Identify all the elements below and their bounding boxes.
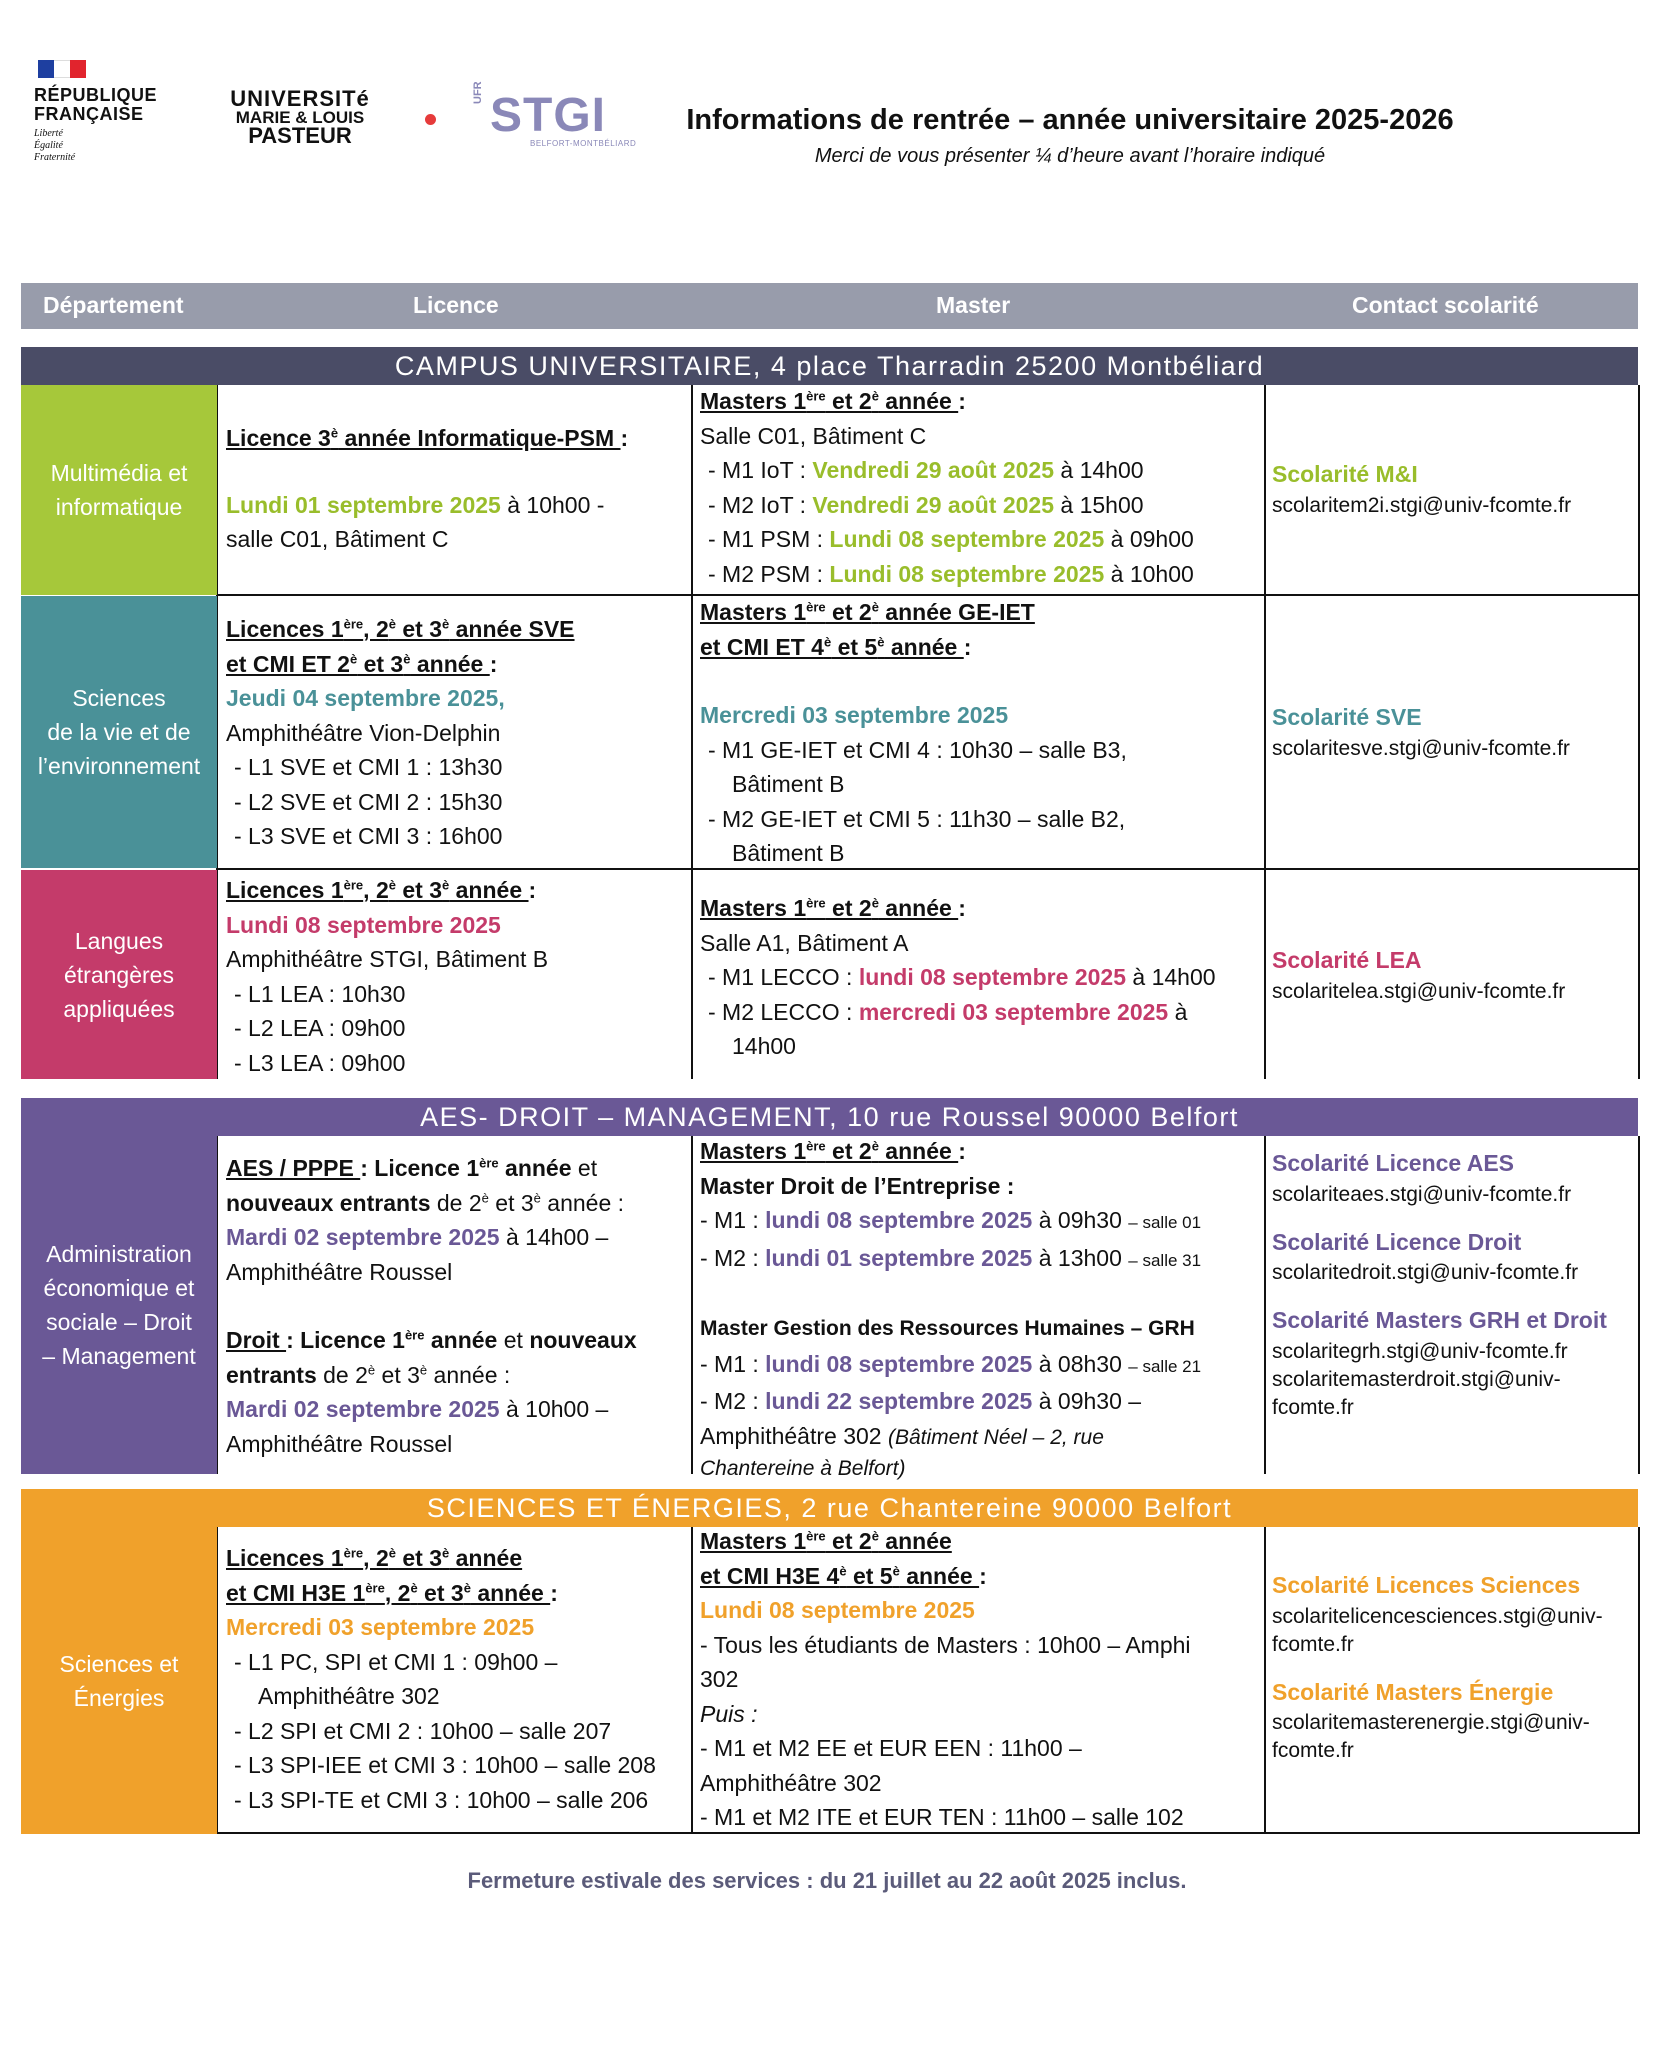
page-subtitle: Merci de vous présenter ¼ d’heure avant l’horaire indiqué (814, 145, 1326, 167)
dept-label: économique et (43, 1275, 195, 1301)
master-row: - M2 : lundi 22 septembre 2025 à 09h30 – (700, 1388, 1142, 1414)
contact-name: Scolarité Masters GRH et Droit (1272, 1307, 1607, 1333)
master-row: Bâtiment B (732, 771, 845, 797)
campus-band-montbeliard: CAMPUS UNIVERSITAIRE, 4 place Tharradin 25200 Montbéliard (21, 347, 1638, 385)
grid-line (1638, 1527, 1640, 1834)
master-title: Masters 1ère et $2^è$ année (700, 1528, 952, 1554)
grid-line (1638, 1136, 1640, 1474)
contact-email[interactable]: scolaritelea.stgi@univ-fcomte.fr (1272, 979, 1566, 1003)
licence-date: Jeudi 04 septembre 2025, (226, 685, 505, 711)
licence-title: Licences 1ère, $2^è$ et $3^è$ année (226, 1545, 523, 1571)
master-title: Masters 1ère et $2^è$ année : (700, 895, 966, 921)
licence-cell-sve (226, 612, 686, 854)
master-title: Masters 1ère et $2^è$ année : (700, 388, 966, 414)
master-room: Salle A1, Bâtiment A (700, 929, 909, 956)
master-row: - M2 GE-IET et CMI 5 : 11h30 – salle B2, (708, 805, 1126, 832)
grid-line (1638, 385, 1640, 1079)
dept-label: Administration (46, 1241, 192, 1267)
licence-room: salle C01, Bâtiment C (226, 526, 449, 552)
grid-line (691, 1527, 693, 1834)
master-cell-se (700, 1524, 1260, 1835)
master-row: - M2 LECCO : mercredi 03 septembre 2025 à (708, 998, 1188, 1025)
licence-row: - L3 SPI-TE et CMI 3 : 10h00 – salle 206 (234, 1786, 649, 1813)
master-row: - M1 IoT : Vendredi 29 août 2025 à 14h00 (708, 457, 1144, 483)
column-header-departement: Département (43, 292, 184, 318)
dept-sciences-energies (21, 1527, 217, 1834)
licence-row: Amphithéâtre 302 (258, 1683, 440, 1709)
licence-title: Droit : Licence 1ère année et nouveaux (226, 1327, 637, 1353)
master-row: 302 (700, 1666, 739, 1692)
licence-date: Mercredi 03 septembre 2025 (226, 1614, 535, 1640)
contact-name: Scolarité Licence AES (1272, 1150, 1515, 1176)
stgi-label: STGI (490, 89, 607, 142)
dept-label: sociale – Droit (46, 1309, 192, 1335)
master-title: Masters 1ère et $2^è$ année : (700, 1138, 966, 1164)
dept-label: étrangères (64, 961, 174, 988)
master-program: Master Droit de l’Entreprise : (700, 1172, 1015, 1199)
licence-row: - L3 LEA : 09h00 (234, 1049, 406, 1076)
licence-title: Licences 1ère, $2^è$ et $3^è$ année SVE (226, 616, 575, 642)
grid-line (1264, 385, 1266, 1079)
licence-row: - L2 SPI et CMI 2 : 10h00 – salle 207 (234, 1717, 612, 1744)
rf-motto-2: Égalité (34, 140, 63, 151)
licence-title: AES / PPPE : Licence 1ère année et (226, 1155, 598, 1181)
master-date: Lundi 08 septembre 2025 (700, 1597, 975, 1623)
master-title: et CMI ET $4^è$ et $5^è$ année : (700, 633, 972, 660)
master-row: Chantereine à Belfort) (700, 1457, 906, 1480)
licence-row: - L3 SVE et CMI 3 : 16h00 (234, 823, 503, 849)
column-header-bar (21, 283, 1638, 329)
contact-email[interactable]: scolaritem2i.stgi@univ-fcomte.fr (1272, 493, 1572, 517)
dept-label: Sciences et (59, 1650, 179, 1677)
contact-email[interactable]: scolaritemasterenergie.stgi@univ- fcomte.fr (1272, 1711, 1590, 1762)
licence-cell-se (226, 1541, 686, 1817)
licence-row: - L2 LEA : 09h00 (234, 1015, 406, 1041)
master-row: - M1 PSM : Lundi 08 septembre 2025 à 09h00 (708, 526, 1194, 552)
grid-line (1264, 1136, 1266, 1474)
licence-room: Amphithéâtre Vion-Delphin (226, 719, 501, 746)
licence-cell-aes (226, 1151, 686, 1461)
dept-label: Langues (74, 927, 164, 954)
master-cell-lea (700, 891, 1260, 1064)
stgi-sub-label: BELFORT-MONTBÉLIARD (530, 139, 637, 148)
republique-francaise-logo (34, 60, 164, 164)
contact-name: Scolarité LEA (1272, 947, 1422, 973)
umlp-line-2: MARIE & LOUIS (235, 108, 365, 127)
licence-title: et CMI H3E 1ère, $2^è$ et $3^è$ année : (226, 1579, 558, 1606)
master-row: - M1 : lundi 08 septembre 2025 à 09h30 – salle 01 (700, 1207, 1202, 1233)
master-row: Puis : (700, 1700, 758, 1727)
contact-email[interactable]: scolaritelicencesciences.stgi@univ- fcomte.fr (1272, 1604, 1603, 1656)
rf-name-line-2: FRANÇAISE (34, 104, 144, 124)
footer-note: Fermeture estivale des services : du 21 juillet au 22 août 2025 inclus. (467, 1868, 1187, 1893)
contact-name: Scolarité SVE (1272, 704, 1422, 730)
dept-label: informatique (55, 494, 183, 520)
contact-name: Scolarité Masters Énergie (1272, 1678, 1554, 1705)
licence-cell-lea (226, 873, 686, 1080)
campus-band-roussel: AES- DROIT – MANAGEMENT, 10 rue Roussel 90000 Belfort (21, 1098, 1638, 1136)
contact-name: Scolarité M&I (1272, 461, 1418, 487)
licence-title: Licence $3^è$ année Informatique-PSM : (226, 425, 629, 451)
licence-date-line: Mardi 02 septembre 2025 à 14h00 – (226, 1224, 609, 1250)
licence-date-line: Mardi 02 septembre 2025 à 10h00 – (226, 1396, 609, 1422)
licence-row: - L2 SVE et CMI 2 : 15h30 (234, 788, 503, 815)
licence-date: Lundi 08 septembre 2025 (226, 911, 501, 938)
contact-cell-mi (1272, 457, 1636, 520)
licence-title: et CMI ET $2^è$ et $3^è$ année : (226, 650, 498, 677)
universite-logo (212, 88, 388, 147)
rf-name-line-1: RÉPUBLIQUE (34, 85, 158, 105)
master-title: et CMI H3E $4^è$ et $5^è$ année : (700, 1562, 987, 1589)
dept-multimedia-informatique (21, 385, 217, 595)
column-header-licence: Licence (413, 292, 499, 318)
contact-email[interactable]: scolaritesve.stgi@univ-fcomte.fr (1272, 736, 1570, 760)
licence-cell-mi (226, 421, 686, 557)
licence-room: Amphithéâtre Roussel (226, 1258, 453, 1285)
contact-name: Scolarité Licence Droit (1272, 1228, 1522, 1255)
master-title: Masters 1ère et $2^è$ année GE-IET (700, 599, 1035, 625)
contact-email[interactable]: scolaritemasterdroit.stgi@univ- fcomte.fr (1272, 1367, 1561, 1419)
contact-name: Scolarité Licences Sciences (1272, 1572, 1581, 1598)
licence-title: entrants de $2^è$ et $3^è$ année : (226, 1361, 511, 1388)
rf-motto-3: Fraternité (34, 152, 76, 163)
umlp-line-3: PASTEUR (248, 123, 352, 148)
dept-langues-etrangeres (21, 870, 217, 1079)
dept-label: – Management (42, 1343, 196, 1369)
contact-email[interactable]: scolaritedroit.stgi@univ-fcomte.fr (1272, 1261, 1579, 1284)
master-room: Salle C01, Bâtiment C (700, 422, 927, 449)
contact-cell-lea (1272, 943, 1636, 1006)
master-row: - M2 IoT : Vendredi 29 août 2025 à 15h00 (708, 491, 1144, 518)
dept-label: Sciences (72, 685, 166, 711)
master-row: - M1 GE-IET et CMI 4 : 10h30 – salle B3, (708, 736, 1127, 763)
master-row: Amphithéâtre 302 (Bâtiment Néel – 2, rue (700, 1422, 1104, 1449)
master-program: Master Gestion des Ressources Humaines – GRH (700, 1317, 1195, 1340)
master-cell-aes (700, 1134, 1260, 1483)
master-row: - Tous les étudiants de Masters : 10h00 – Amphi (700, 1631, 1191, 1658)
master-row: - M2 PSM : Lundi 08 septembre 2025 à 10h00 (708, 560, 1194, 587)
master-row: - M1 et M2 EE et EUR EEN : 11h00 – (700, 1735, 1082, 1761)
column-header-contact: Contact scolarité (1352, 292, 1539, 318)
contact-cell-sve (1272, 700, 1636, 763)
licence-room: Amphithéâtre Roussel (226, 1430, 453, 1457)
rf-motto-1: Liberté (34, 128, 63, 139)
umlp-line-1: UNIVERSITé (230, 86, 370, 111)
licence-row: - L1 SVE et CMI 1 : 13h30 (234, 754, 503, 780)
campus-band-chantereine: SCIENCES ET ÉNERGIES, 2 rue Chantereine 90000 Belfort (21, 1489, 1638, 1527)
grid-line (1264, 1527, 1266, 1834)
separator-dot-icon (425, 114, 436, 125)
master-date: Mercredi 03 septembre 2025 (700, 702, 1009, 728)
dept-label: Énergies (73, 1684, 165, 1711)
stgi-logo (470, 81, 640, 150)
column-header-master: Master (936, 292, 1011, 318)
contact-email[interactable]: scolaritegrh.stgi@univ-fcomte.fr (1272, 1339, 1568, 1363)
dept-label: de la vie et de (47, 719, 191, 745)
dept-label: Multimédia et (50, 460, 188, 486)
master-cell-mi (700, 384, 1260, 591)
master-row: - M2 : lundi 01 septembre 2025 à 13h00 – salle 31 (700, 1244, 1202, 1271)
dept-sciences-vie-environnement (21, 596, 217, 868)
contact-cell-se (1272, 1568, 1636, 1765)
licence-title: Licences 1ère, $2^è$ et $3^è$ année : (226, 877, 537, 903)
dept-label: l’environnement (37, 753, 201, 779)
contact-email[interactable]: scolariteaes.stgi@univ-fcomte.fr (1272, 1182, 1572, 1206)
master-row: - M1 LECCO : lundi 08 septembre 2025 à 14h00 (708, 964, 1216, 990)
master-row: Amphithéâtre 302 (700, 1769, 882, 1796)
master-row: 14h00 (732, 1033, 796, 1059)
rf-name (34, 86, 164, 124)
dept-label: appliquées (63, 995, 175, 1022)
licence-row: - L3 SPI-IEE et CMI 3 : 10h00 – salle 208 (234, 1752, 656, 1778)
grid-line (691, 1136, 693, 1474)
master-cell-sve (700, 595, 1260, 871)
ufr-label: UFR (472, 81, 484, 104)
master-row: Bâtiment B (732, 840, 845, 866)
dept-aes-droit-management (21, 1136, 217, 1474)
licence-row: - L1 PC, SPI et CMI 1 : 09h00 – (234, 1648, 558, 1675)
page-title: Informations de rentrée – année universitaire 2025-2026 (686, 104, 1454, 136)
master-row: - M1 : lundi 08 septembre 2025 à 08h30 – salle 21 (700, 1350, 1202, 1377)
rf-motto (34, 128, 164, 164)
french-flag-icon (38, 60, 86, 78)
licence-row: - L1 LEA : 10h30 (234, 980, 406, 1007)
master-row: - M1 et M2 ITE et EUR TEN : 11h00 – salle 102 (700, 1804, 1184, 1830)
licence-date-line: Lundi 01 septembre 2025 à 10h00 - (226, 491, 605, 518)
grid-line (691, 385, 693, 1079)
licence-title: nouveaux entrants de $2^è$ et $3^è$ année : (226, 1189, 625, 1216)
licence-room: Amphithéâtre STGI, Bâtiment B (226, 946, 549, 972)
contact-cell-aes (1272, 1146, 1636, 1422)
